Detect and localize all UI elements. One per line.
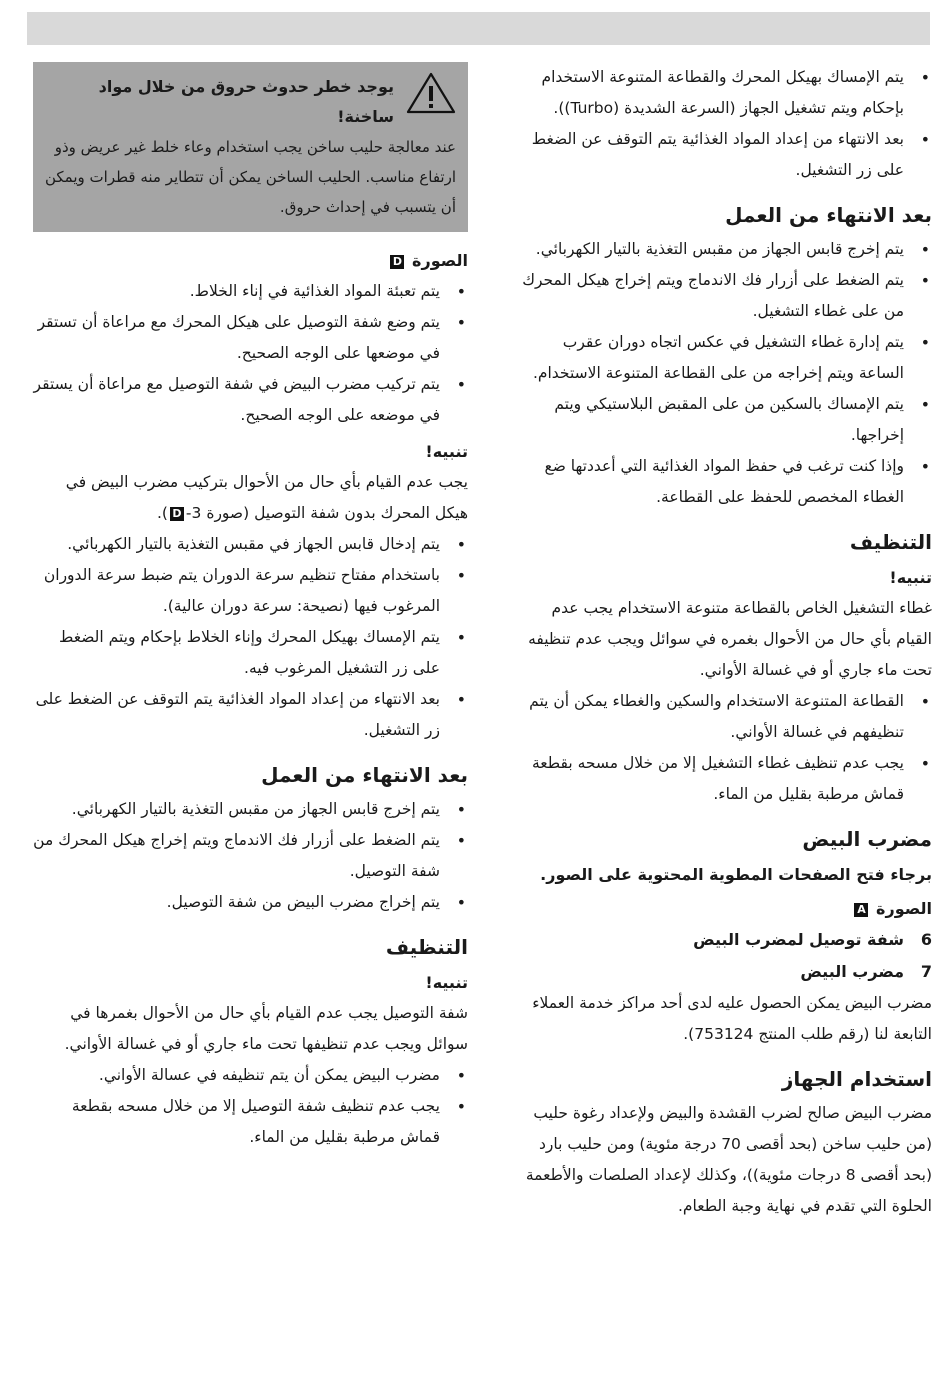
figure-reference (33, 246, 468, 276)
list-item: • القطاعة المتنوعة الاستخدام والسكين والغطاء يمكن أن يتم تنظيفهم في غسالة الأواني. (518, 686, 932, 748)
part-row (518, 956, 932, 988)
section-heading-usage: استخدام الجهاز (781, 1067, 932, 1091)
list-item: • يتم الإمساك بالسكين من على المقبض البلاستيكي ويتم إخراجها. (518, 389, 932, 451)
list-item: • مضرب البيض يمكن أن يتم تنظيفه في عسالة الأواني. (33, 1060, 468, 1091)
list-item: • يتم إخراج مضرب البيض من شفة التوصيل. (33, 887, 468, 918)
operation-list (33, 529, 468, 746)
section-heading-after-work: بعد الانتهاء من العمل (725, 203, 932, 227)
list-item: • يتم الضغط على أزرار فك الاندماج ويتم إخراج هيكل المحرك من شفة التوصيل. (33, 825, 468, 887)
right-top-list (518, 62, 932, 186)
after-work-list (518, 234, 932, 513)
list-item: • يجب عدم تنظيف غطاء التشغيل إلا من خلال مسحه بقطعة قماش مرطبة بقليل من الماء. (518, 748, 932, 810)
list-item: • يتم إدخال قابس الجهاز في مقبس التغذية بالتيار الكهربائي. (33, 529, 468, 560)
list-item: • بعد الانتهاء من إعداد المواد الغذائية يتم التوقف عن الضغط على زر التشغيل. (518, 124, 932, 186)
note-text: شفة التوصيل يجب عدم القيام بأي حال من الأحوال بغمرها في سوائل ويجب عدم تنظيفها تحت ماء جاري أو في غسالة الأواني. (64, 1004, 468, 1053)
part-label: شفة توصيل لمضرب البيض (693, 930, 904, 949)
part-number: 6 (920, 930, 932, 949)
cleaning-list (518, 686, 932, 810)
list-item: • يتم إخرج قابس الجهاز من مقبس التغذية بالتيار الكهربائي. (518, 234, 932, 265)
part-label: مضرب البيض (800, 962, 904, 981)
warning-box (33, 62, 468, 232)
section-heading-after-work: بعد الانتهاء من العمل (261, 763, 468, 787)
section-heading-cleaning: التنظيف (385, 935, 468, 959)
figure-label: الصورة (412, 251, 468, 270)
figure-letter-badge: D (390, 255, 404, 269)
list-item: • يتم وضع شفة التوصيل على هيكل المحرك مع مراعاة أن تستقر في موضعها على الوجه الصحيح. (33, 307, 468, 369)
assembly-list (33, 276, 468, 431)
cleaning-list (33, 1060, 468, 1153)
after-work-list (33, 794, 468, 918)
list-item: • يتم الضغط على أزرار فك الاندماج ويتم إخراج هيكل المحرك من على غطاء التشغيل. (518, 265, 932, 327)
warning-title: يوجد خطر حدوث حروق من خلال مواد ساخنة! (98, 77, 394, 126)
figure-letter-badge: D (170, 507, 184, 521)
list-item: • يتم إخرج قابس الجهاز من مقبس التغذية بالتيار الكهربائي. (33, 794, 468, 825)
list-item: • بعد الانتهاء من إعداد المواد الغذائية يتم التوقف عن الضغط على زر التشغيل. (33, 684, 468, 746)
note-text (33, 467, 468, 529)
section-heading-whisk: مضرب البيض (802, 827, 932, 851)
list-item: • يتم الإمساك بهيكل المحرك وإناء الخلاط بإحكام ويتم الضغط على زر التشغيل المرغوب فيه. (33, 622, 468, 684)
list-item: • يتم تركيب مضرب البيض في شفة التوصيل مع مراعاة أن يستقر في موضعه على الوجه الصحيح. (33, 369, 468, 431)
warning-triangle-icon (406, 72, 456, 114)
figure-label: الصورة (876, 899, 932, 918)
header-bar (27, 12, 930, 45)
list-item: • يتم الإمساك بهيكل المحرك والقطاعة المتنوعة الاستخدام بإحكام ويتم تشغيل الجهاز (السرعة الشديدة (Turbo)). (518, 62, 932, 124)
list-item: • يتم إدارة غطاء التشغيل في عكس اتجاه دوران عقرب الساعة ويتم إخراجه من على القطاعة المتنوعة الاستخدام. (518, 327, 932, 389)
right-column (518, 62, 932, 1222)
note-text: غطاء التشغيل الخاص بالقطاعة متنوعة الاستخدام يجب عدم القيام بأي حال من الأحوال بغمره في سوائل ويجب عدم تنظيفه تحت ماء جاري أو في غسالة الأواني. (528, 599, 932, 679)
warning-text: عند معالجة حليب ساخن يجب استخدام وعاء خلط غير عريض وذو ارتفاع مناسب. الحليب الساخن يمكن أن تتطاير منه قطرات ويمكن أن يتسبب في إحداث حروق. (44, 138, 456, 216)
list-item: • يجب عدم تنظيف شفة التوصيل إلا من خلال مسحه بقطعة قماش مرطبة بقليل من الماء. (33, 1091, 468, 1153)
figure-reference (518, 894, 932, 924)
fold-out-pages-note: برجاء فتح الصفحات المطوية المحتوية على الصور. (540, 865, 932, 884)
part-number: 7 (920, 962, 932, 981)
section-heading-cleaning: التنظيف (849, 530, 932, 554)
note-text-main: يجب عدم القيام بأي حال من الأحوال بتركيب مضرب البيض في هيكل المحرك بدون شفة التوصيل (صورة 3- (65, 473, 468, 522)
note-heading: تنبيه! (425, 442, 468, 461)
note-heading: تنبيه! (889, 568, 932, 587)
note-text-end: ). (156, 504, 168, 522)
left-column (33, 62, 468, 1153)
figure-letter-badge: A (854, 903, 868, 917)
list-item: • باستخدام مفتاح تنظيم سرعة الدوران يتم ضبط سرعة الدوران المرغوب فيها (نصيحة: سرعة دوران عالية). (33, 560, 468, 622)
usage-text: مضرب البيض صالح لضرب القشدة والبيض ولإعداد رغوة حليب (من حليب ساخن (بحد أقصى 70 درجة مئوية) ومن حليب بارد (بحد أقصى 8 درجات مئوية))، وكذلك لإعداد الصلصات والأطعمة الحلوة التي تقدم في نهاية وجبة الطعام. (525, 1104, 932, 1215)
whisk-order-text: مضرب البيض يمكن الحصول عليه لدى أحد مراكز خدمة العملاء التابعة لنا (رقم طلب المنتج 753124). (532, 994, 932, 1043)
list-item: • وإذا كنت ترغب في حفظ المواد الغذائية التي أعددتها ضع الغطاء المخصص للحفظ على القطاعة. (518, 451, 932, 513)
list-item: • يتم تعبئة المواد الغذائية في إناء الخلاط. (33, 276, 468, 307)
part-row (518, 924, 932, 956)
note-heading: تنبيه! (425, 973, 468, 992)
